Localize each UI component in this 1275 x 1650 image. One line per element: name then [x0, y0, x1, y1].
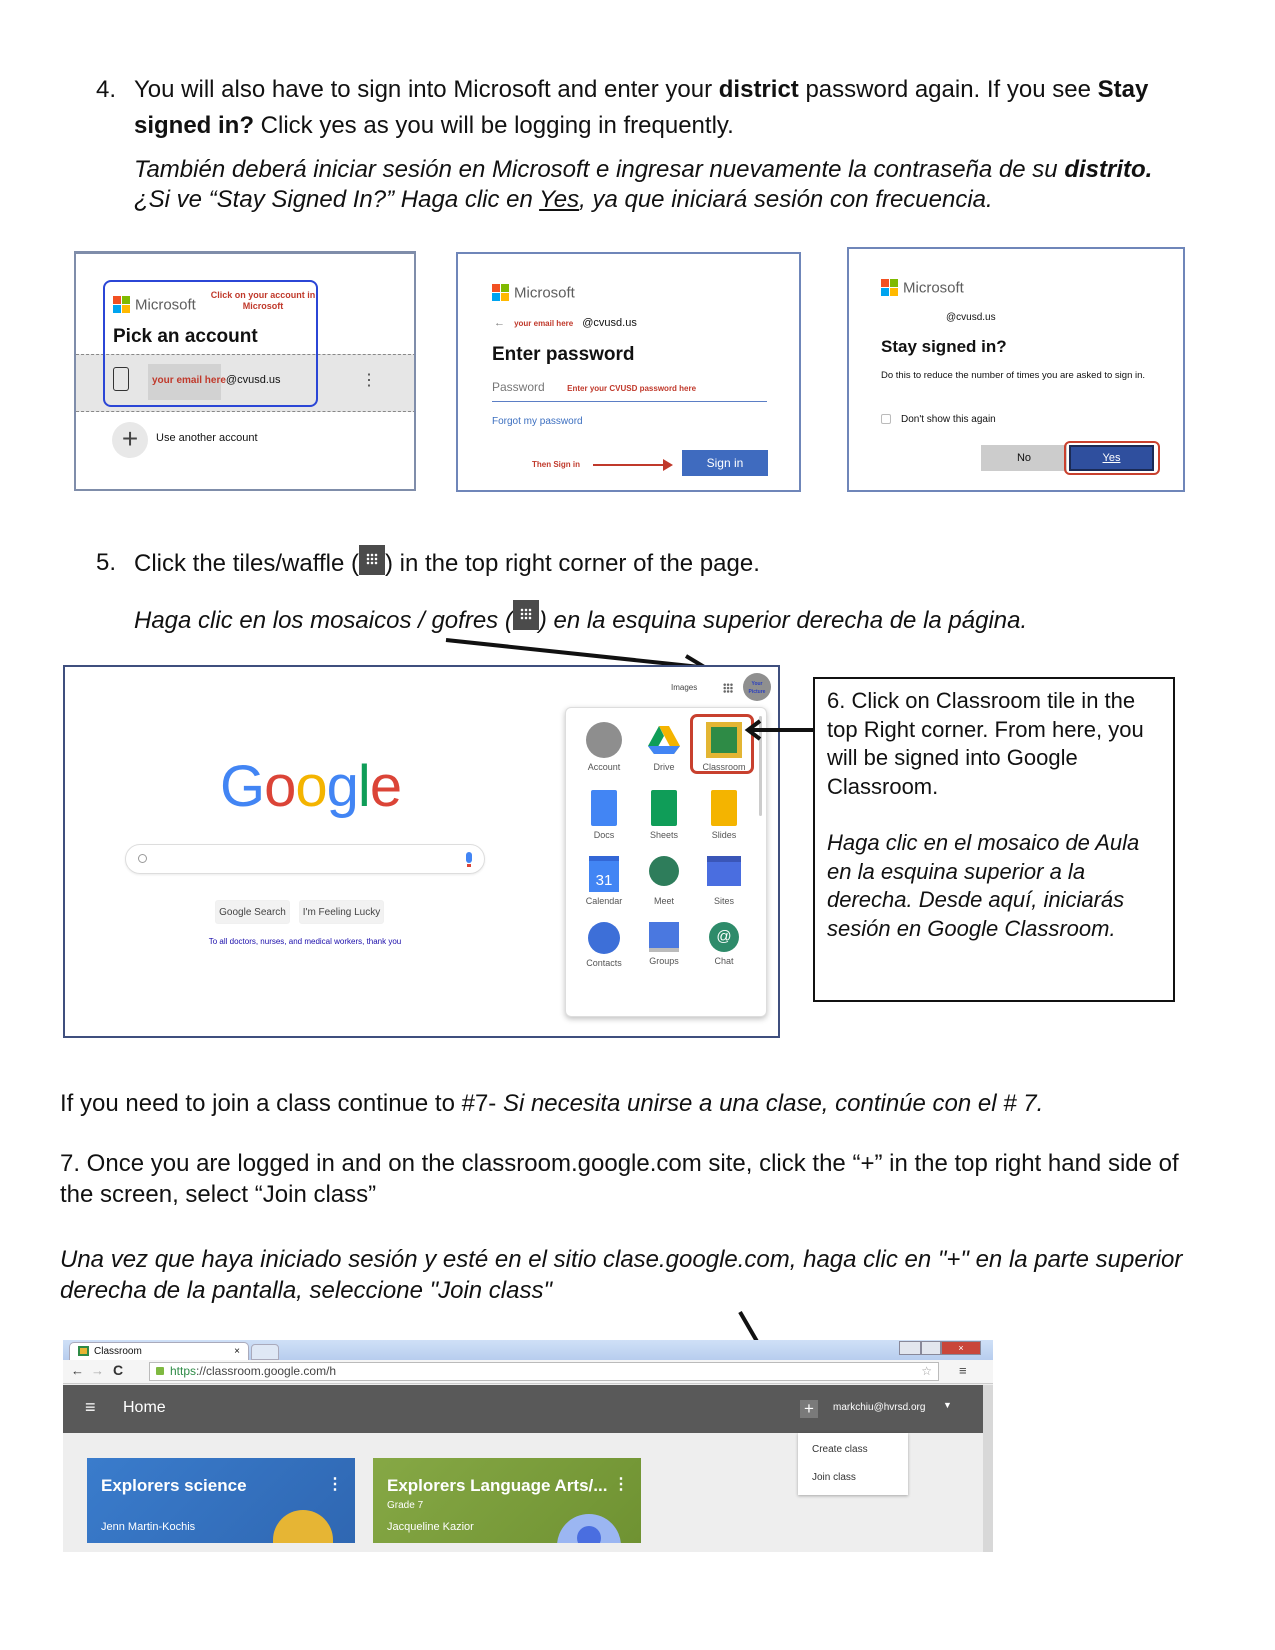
classroom-header [63, 1385, 983, 1433]
browser-toolbar [63, 1360, 993, 1384]
add-account-icon[interactable]: + [112, 422, 148, 458]
step-5-number: 5. [96, 549, 117, 576]
step-6-instructions: 6. Click on Classroom tile in the top Right corner. From here, you will be signed into Google Classroom. [827, 688, 1144, 799]
groups-icon [649, 922, 679, 952]
yes-button[interactable]: Yes [1069, 445, 1154, 471]
calendar-icon: 31 [589, 856, 619, 892]
add-class-plus-button[interactable]: + [800, 1400, 818, 1418]
chrome-menu-icon[interactable]: ≡ [959, 1363, 967, 1378]
microsoft-logo-icon [492, 284, 509, 301]
classroom-favicon-icon [78, 1346, 89, 1356]
lock-icon [156, 1367, 164, 1375]
feeling-lucky-button[interactable]: I'm Feeling Lucky [299, 900, 384, 924]
step-4-instructions-es: También deberá iniciar sesión en Microsoft e ingresar nuevamente la contraseña de su distrito. ¿Si ve “Stay Signed In?” Haga clic en Yes, ya que iniciará sesión con frecuencia. [134, 156, 1153, 213]
card-options-icon[interactable]: ⋮ [327, 1476, 343, 1493]
search-icon [138, 854, 147, 863]
microsoft-logo: Microsoft [881, 279, 964, 297]
password-input[interactable]: Password Enter your CVUSD password here [492, 378, 767, 402]
step-4-number: 4. [96, 76, 117, 103]
microsoft-logo: Microsoft [492, 284, 575, 302]
step-7-instructions-es: Una vez que haya iniciado sesión y esté en el sitio clase.google.com, haga clic en "+" en la parte superior derecha de la pantalla, seleccione "Join class" [60, 1246, 1183, 1304]
microsoft-logo: Microsoft [113, 296, 196, 314]
minimize-button[interactable] [899, 1341, 921, 1355]
hamburger-menu-icon[interactable]: ≡ [85, 1397, 96, 1417]
avatar[interactable]: Your Picture [743, 673, 771, 701]
waffle-icon [513, 600, 539, 630]
enter-password-screenshot [456, 252, 801, 492]
app-chat[interactable]: @ Chat [694, 922, 754, 966]
app-docs[interactable]: Docs [574, 790, 634, 840]
microsoft-logo-icon [881, 279, 898, 296]
docs-icon [591, 790, 617, 826]
create-class-option[interactable]: Create class [812, 1444, 868, 1455]
no-button[interactable]: No [981, 445, 1067, 471]
sites-icon [707, 856, 741, 886]
step-7-instructions: 7. Once you are logged in and on the classroom.google.com site, click the “+” in the top right hand side of the screen, select “Join class” [60, 1150, 1179, 1208]
app-groups[interactable]: Groups [634, 922, 694, 966]
class-card[interactable]: Explorers Language Arts/... Grade 7 Jacqueline Kazior ⋮ [373, 1458, 641, 1543]
more-options-icon[interactable]: ⋮ [361, 372, 377, 389]
microphone-stand-icon [467, 864, 471, 867]
use-another-account[interactable]: Use another account [156, 432, 258, 444]
app-calendar[interactable]: 31 Calendar [574, 856, 634, 906]
step-5-instructions: Click the tiles/waffle ( ) in the top right corner of the page. [134, 545, 760, 582]
step-4-instructions: You will also have to sign into Microsoft and enter your district password again. If you see Stay signed in? Click yes as you will be logging in frequently. [134, 76, 1149, 139]
sheets-icon [651, 790, 677, 826]
meet-icon [649, 856, 679, 886]
classroom-pointer-arrow-icon [742, 718, 816, 742]
reload-icon[interactable]: C [113, 1362, 124, 1378]
google-search-button[interactable]: Google Search [215, 900, 290, 924]
app-drive[interactable]: Drive [634, 722, 694, 772]
contacts-icon [588, 922, 620, 954]
bookmark-star-icon[interactable]: ☆ [921, 1364, 932, 1378]
app-classroom[interactable]: Classroom [694, 722, 754, 772]
forward-icon[interactable]: → [91, 1363, 104, 1378]
red-arrow-head-icon [663, 459, 673, 471]
dont-show-checkbox[interactable]: Don't show this again [881, 414, 996, 425]
google-apps-panel [565, 707, 767, 1017]
close-window-button[interactable]: × [941, 1341, 981, 1355]
join-class-note: If you need to join a class continue to #7- Si necesita unirse a una clase, continúe con el # 7. [60, 1090, 1044, 1117]
app-slides[interactable]: Slides [694, 790, 754, 840]
account-icon [586, 722, 622, 758]
browser-tab[interactable]: Classroom × [69, 1342, 249, 1360]
app-sheets[interactable]: Sheets [634, 790, 694, 840]
slides-icon [711, 790, 737, 826]
microsoft-logo-icon [113, 296, 130, 313]
new-tab-button[interactable] [251, 1344, 279, 1360]
red-arrow-line [593, 464, 668, 466]
google-apps-waffle-icon[interactable] [723, 683, 733, 693]
search-input[interactable] [125, 844, 485, 874]
google-homepage-screenshot [63, 665, 780, 1038]
stay-signed-in-screenshot [847, 247, 1185, 492]
tab-close-icon[interactable]: × [234, 1346, 240, 1357]
app-contacts[interactable]: Contacts [574, 922, 634, 968]
microphone-icon[interactable] [466, 852, 472, 863]
app-meet[interactable]: Meet [634, 856, 694, 906]
drive-icon [646, 722, 682, 758]
page-title: Home [123, 1399, 166, 1416]
account-email: @cvusd.us [946, 312, 996, 323]
url-bar[interactable]: https://classroom.google.com/h ☆ [149, 1362, 939, 1381]
card-illustration [273, 1510, 333, 1543]
waffle-icon [359, 545, 385, 575]
plus-dropdown-menu [798, 1433, 908, 1495]
step-6-instructions-es: Haga clic en el mosaico de Aula en la esquina superior a la derecha. Desde aquí, iniciarás sesión en Google Classroom. [827, 830, 1140, 941]
stay-signed-in-description: Do this to reduce the number of times you are asked to sign in. [881, 370, 1146, 381]
enter-password-title: Enter password [492, 344, 635, 365]
class-card[interactable]: Explorers science Jenn Martin-Kochis ⋮ [87, 1458, 355, 1543]
google-logo: Google [220, 754, 402, 819]
page-scrollbar[interactable] [983, 1385, 993, 1552]
account-option[interactable]: your email here@cvusd.us [152, 374, 281, 386]
app-sites[interactable]: Sites [694, 856, 754, 906]
pick-account-title: Pick an account [113, 326, 258, 347]
classroom-screenshot [63, 1340, 993, 1552]
back-icon[interactable]: ← [71, 1363, 84, 1378]
stay-signed-in-title: Stay signed in? [881, 337, 1007, 356]
back-arrow-icon[interactable]: ← [494, 317, 505, 329]
checkbox-icon[interactable] [881, 414, 891, 424]
forgot-password-link[interactable]: Forgot my password [492, 416, 583, 427]
classroom-icon [706, 722, 742, 758]
card-options-icon[interactable]: ⋮ [613, 1476, 629, 1493]
step-5-instructions-es: Haga clic en los mosaicos / gofres ( ) en la esquina superior derecha de la página. [134, 600, 1027, 636]
back-email-row[interactable]: ← your email here @cvusd.us [494, 317, 637, 329]
app-account[interactable]: Account [574, 722, 634, 772]
chat-icon: @ [709, 922, 739, 952]
join-class-option[interactable]: Join class [812, 1472, 856, 1483]
doodle-message-link[interactable]: To all doctors, nurses, and medical workers, thank you [208, 937, 402, 946]
badge-icon [113, 367, 129, 391]
sign-in-button[interactable]: Sign in [682, 450, 768, 476]
then-sign-in-note: Then Sign in [532, 460, 580, 469]
account-email[interactable]: markchiu@hvrsd.org [833, 1402, 926, 1413]
pick-account-screenshot [74, 251, 416, 491]
images-link[interactable]: Images [671, 683, 698, 692]
maximize-button[interactable] [921, 1341, 941, 1355]
click-account-note: Click on your account in Microsoft [210, 290, 316, 311]
step-6-callout [813, 677, 1175, 1002]
account-dropdown-icon[interactable]: ▼ [943, 1400, 952, 1410]
teacher-avatar [557, 1514, 621, 1543]
